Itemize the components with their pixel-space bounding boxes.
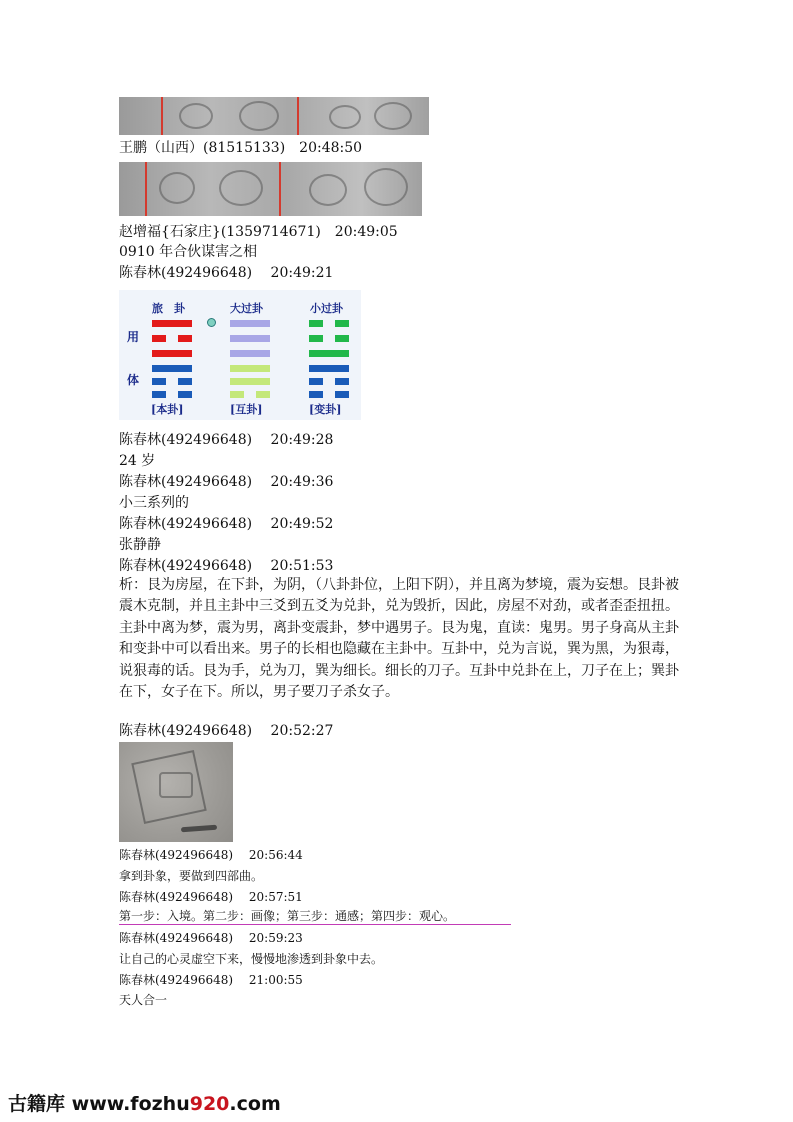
hexagram-line xyxy=(309,350,349,357)
hexagram-title: 大过卦 xyxy=(230,302,263,315)
hexagram-line xyxy=(230,335,270,342)
hexagram-line xyxy=(152,320,192,327)
footer-site-suffix: .com xyxy=(229,1093,281,1115)
hexagram-line xyxy=(309,391,323,398)
hexagram-line xyxy=(152,335,166,342)
hexagram-line xyxy=(230,391,244,398)
entry-header: 陈春林(492496648) 20:49:52 xyxy=(119,516,334,532)
handwriting-photo-1 xyxy=(119,97,429,135)
hexagram-line xyxy=(152,378,166,385)
hexagram-line xyxy=(178,378,192,385)
entry-text: 小三系列的 xyxy=(119,495,189,511)
entry-header: 陈春林(492496648) 20:52:27 xyxy=(119,723,334,739)
entry-header: 陈春林(492496648) 20:56:44 xyxy=(119,848,303,862)
hexagram-line xyxy=(178,391,192,398)
hexagram-line xyxy=(152,365,192,372)
hexagram-line xyxy=(309,378,323,385)
footer-site-link[interactable] xyxy=(8,1089,281,1116)
entry-text: 24 岁 xyxy=(119,453,156,469)
side-label-top: 用 xyxy=(127,330,140,344)
side-label-bottom: 体 xyxy=(127,373,140,387)
hexagram-line xyxy=(152,350,192,357)
hexagram-label: [互卦] xyxy=(230,403,263,416)
hexagram-line xyxy=(178,335,192,342)
hexagram-title: 旅 卦 xyxy=(152,302,185,315)
hexagram-line xyxy=(335,335,349,342)
hexagram-diagram xyxy=(119,290,361,420)
hexagram-label: [本卦] xyxy=(151,403,184,416)
hexagram-line xyxy=(230,365,270,372)
hexagram-line xyxy=(230,320,270,327)
hexagram-label: [变卦] xyxy=(309,403,342,416)
link-icon xyxy=(207,318,216,327)
hexagram-line xyxy=(230,378,270,385)
highlight-underline xyxy=(119,924,511,925)
entry-text: 让自己的心灵虚空下来，慢慢地渗透到卦象中去。 xyxy=(119,952,384,966)
hexagram-line xyxy=(230,350,270,357)
analysis-paragraph: 析：艮为房屋，在下卦，为阴，（八卦卦位，上阳下阴），并且离为梦境，震为妄想。艮卦被震木克制，并且主卦中三爻到五爻为兑卦，兑为毁折，因此，房屋不对劲，或者歪歪扭扭。主卦中离为梦，震为男，离卦变震卦，梦中遇男子。艮为鬼，直读：鬼男。男子身高从主卦和变卦中可以看出来。男子的长相也隐藏在主卦中。互卦中，兑为言说，巽为黑，为狠毒，说狠毒的话。艮为手，兑为刀，巽为细长。细长的刀子。互卦中兑卦在上，刀子在上；巽卦在下，女子在下。所以，男子要刀子杀女子。 xyxy=(119,577,679,701)
hexagram-line xyxy=(335,320,349,327)
hexagram-line xyxy=(309,320,323,327)
sketch-photo xyxy=(119,742,233,842)
footer-site-prefix: www.fozhu xyxy=(71,1093,190,1115)
entry-text: 张静静 xyxy=(119,537,161,553)
entry-header: 陈春林(492496648) 20:57:51 xyxy=(119,890,303,904)
hexagram-line xyxy=(335,378,349,385)
hexagram-line xyxy=(309,335,323,342)
entry-text: 天人合一 xyxy=(119,993,168,1007)
hexagram-line xyxy=(152,391,166,398)
entry-text: 0910 年合伙谋害之相 xyxy=(119,244,258,260)
footer-site-number: 920 xyxy=(189,1093,230,1115)
entry-text: 拿到卦象，要做到四部曲。 xyxy=(119,869,264,883)
hexagram-title: 小过卦 xyxy=(310,302,343,315)
hexagram-line xyxy=(335,391,349,398)
hexagram-line xyxy=(256,391,270,398)
entry-header: 陈春林(492496648) 20:49:36 xyxy=(119,474,334,490)
footer-brand: 古籍库 xyxy=(8,1093,66,1115)
entry-header: 陈春林(492496648) 20:51:53 xyxy=(119,558,334,574)
hexagram-line xyxy=(309,365,349,372)
entry-header: 陈春林(492496648) 20:49:28 xyxy=(119,432,334,448)
entry-header: 陈春林(492496648) 20:59:23 xyxy=(119,931,303,945)
entry-header: 陈春林(492496648) 21:00:55 xyxy=(119,973,303,987)
entry-header: 陈春林(492496648) 20:49:21 xyxy=(119,265,334,281)
entry-header: 赵增福{石家庄}(1359714671) 20:49:05 xyxy=(119,224,398,240)
handwriting-photo-2 xyxy=(119,162,422,216)
entry-text: 第一步：入境。第二步：画像；第三步：通感；第四步：观心。 xyxy=(119,909,456,923)
entry-header: 王鹏（山西）(81515133) 20:48:50 xyxy=(119,140,363,156)
